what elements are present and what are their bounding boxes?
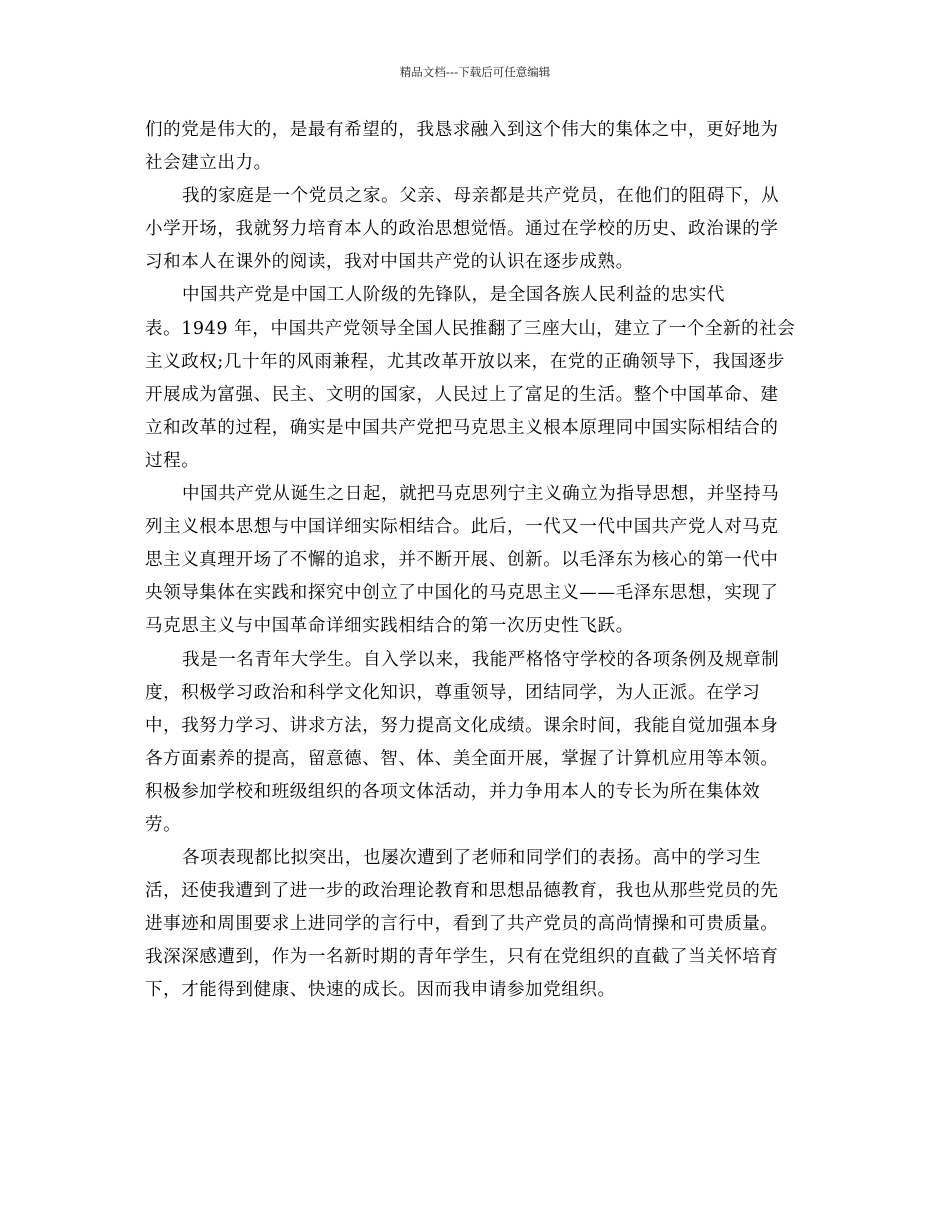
text-line: 小学开场，我就努力培育本人的政治思想觉悟。通过在学校的历史、政治课的学 [145,219,779,240]
text-line: 社会建立出力。 [145,153,272,174]
text-line: 度，积极学习政治和科学文化知识，尊重领导，团结同学，为人正派。在学习 [145,682,761,703]
text-line: 主义政权;几十年的风雨兼程，尤其改革开放以来，在党的正确领导下，我国逐步 [145,351,785,372]
text-line: 思主义真理开场了不懈的追求，并不断开展、创新。以毛泽东为核心的第一代中 [145,550,779,571]
text-line: 马克思主义与中国革命详细实践相结合的第一次历史性飞跃。 [145,616,634,637]
text-line: 习和本人在课外的阅读，我对中国共产党的认识在逐步成熟。 [145,252,634,273]
text-line: 开展成为富强、民主、文明的国家，人民过上了富足的生活。整个中国革命、建 [145,384,779,405]
text-line: 我深深感遭到，作为一名新时期的青年学生，只有在党组织的直截了当关怀培育 [145,947,779,968]
text-line: 积极参加学校和班级组织的各项文体活动，并力争用本人的专长为所在集体效 [145,781,761,802]
text-line: 各项表现都比拟突出，也屡次遭到了老师和同学们的表扬。高中的学习生 [182,848,762,869]
text-line: 下，才能得到健康、快速的成长。因而我申请参加党组织。 [145,980,616,1001]
text-line: 我是一名青年大学生。自入学以来，我能严格恪守学校的各项条例及规章制 [182,649,780,670]
document-body [145,114,805,1008]
text-line: 立和改革的过程，确实是中国共产党把马克思主义根本原理同中国实际相结合的 [145,417,779,438]
text-line: 们的党是伟大的，是最有希望的，我恳求融入到这个伟大的集体之中，更好地为 [145,120,779,140]
text-line: 中国共产党是中国工人阶级的先锋队，是全国各族人民利益的忠实代 [182,285,725,306]
text-line: 中国共产党从诞生之日起，就把马克思列宁主义确立为指导思想，并坚持马 [182,484,780,505]
text-line: 央领导集体在实践和探究中创立了中国化的马克思主义——毛泽东思想，实现了 [145,583,779,604]
text-line: 活，还使我遭到了进一步的政治理论教育和思想品德教育，我也从那些党员的先 [145,881,779,902]
text-line: 表。1949 年，中国共产党领导全国人民推翻了三座大山，建立了一个全新的社会 [145,318,796,339]
text-line: 各方面素养的提高，留意德、智、体、美全面开展，掌握了计算机应用等本领。 [145,748,779,769]
text-line: 列主义根本思想与中国详细实际相结合。此后，一代又一代中国共产党人对马克 [145,517,779,538]
text-line: 我的家庭是一个党员之家。父亲、母亲都是共产党员，在他们的阻碍下，从 [182,186,780,207]
page-header: 精品文档---下载后可任意编辑 [399,65,551,79]
text-line: 中，我努力学习、讲求方法，努力提高文化成绩。课余时间，我能自觉加强本身 [145,715,779,736]
text-line: 过程。 [145,450,200,471]
text-line: 劳。 [145,814,182,835]
text-line: 进事迹和周围要求上进同学的言行中，看到了共产党员的高尚情操和可贵质量。 [145,914,779,935]
